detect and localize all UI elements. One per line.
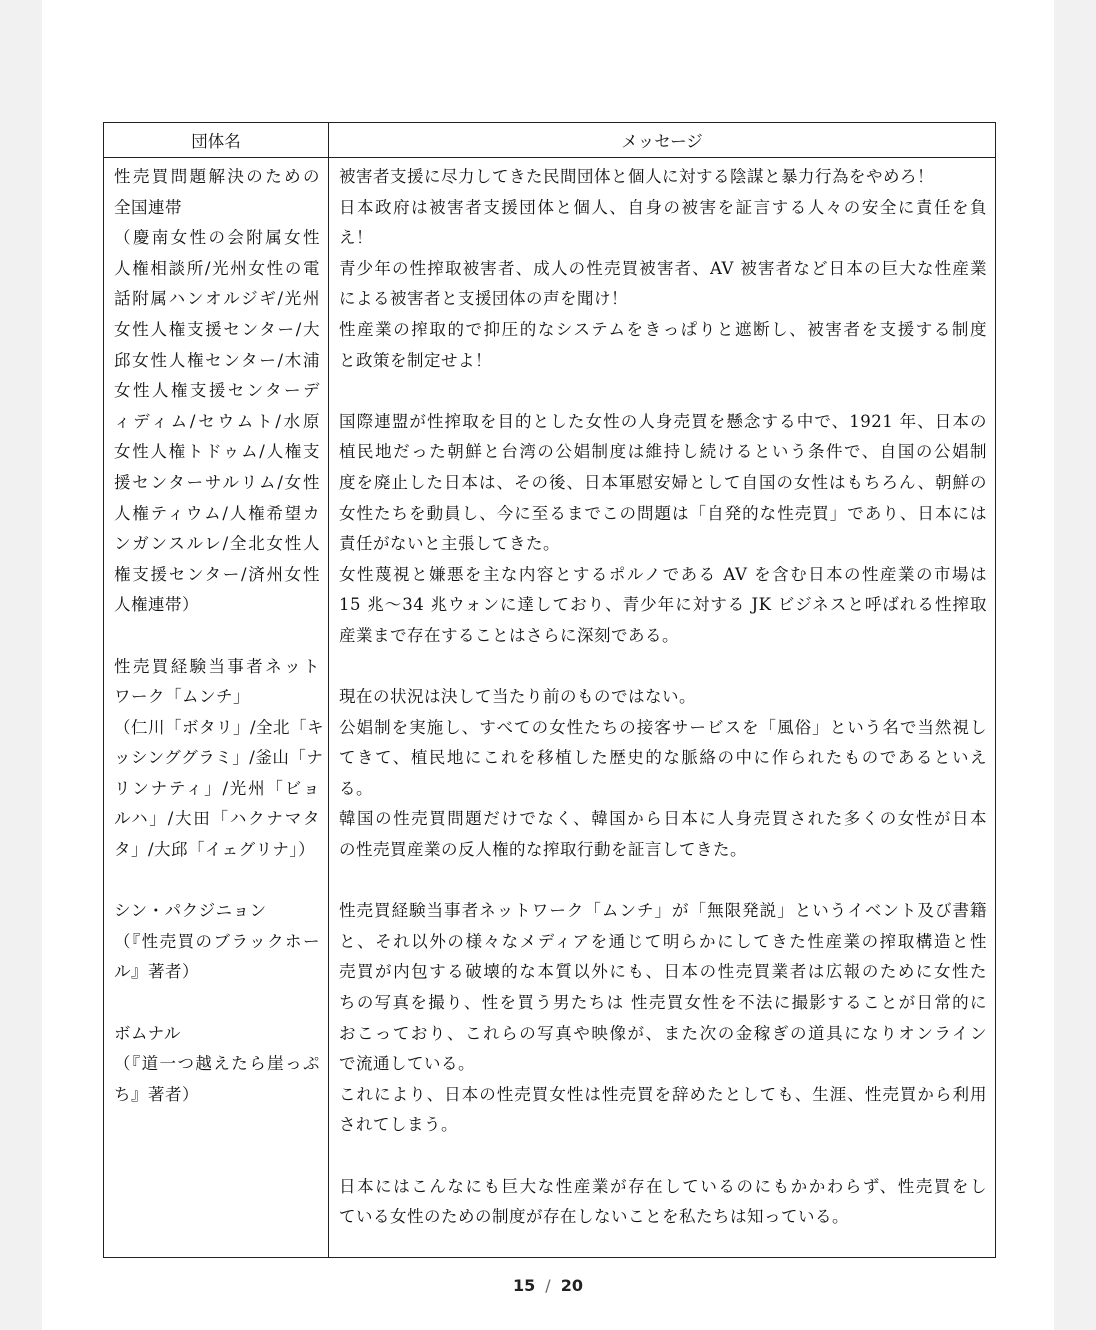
message-line: 公娼制を実施し、すべての女性たちの接客サービスを「風俗」という名で当然視し	[339, 717, 987, 737]
message-line: 度を廃止した日本は、その後、日本軍慰安婦として自国の女性はもちろん、朝鮮の	[339, 472, 987, 492]
org-name-line: タ」/大邱「イェグリナ」）	[114, 840, 316, 860]
total-page-count: 20	[560, 1276, 583, 1295]
org-name-line: ッシンググラミ」/釜山「ナ	[114, 748, 324, 768]
org-name-line: （『道一つ越えたら崖っぷ	[114, 1054, 320, 1074]
message-line: の性売買産業の反人権的な搾取行動を証言してきた。	[339, 840, 747, 860]
message-line	[339, 866, 987, 897]
org-name-line: 援センターサルリム/女性	[114, 472, 320, 492]
message-line: 責任がないと主張してきた。	[339, 534, 560, 554]
message-line: ちの写真を撮り、性を買う男たちは 性売買女性を不法に撮影することが日常的に	[339, 993, 987, 1013]
org-name-line: 性売買経験当事者ネット	[114, 656, 320, 676]
message-line: による被害者と支援団体の声を聞け！	[339, 289, 628, 309]
message-cell	[329, 158, 996, 1258]
page-separator: /	[545, 1276, 551, 1295]
message-line: で流通している。	[339, 1054, 475, 1074]
org-name-line: ルハ」/大田「ハクナマタ	[114, 809, 320, 829]
org-name-line: ワーク「ムンチ」	[114, 687, 250, 707]
org-name-line: 人権ティウム/人権希望カ	[114, 503, 320, 523]
message-line: る。	[339, 778, 373, 798]
message-line: てきて、植民地にこれを移植した歴史的な脈絡の中に作られたものであるといえ	[339, 748, 987, 768]
org-name-line: 全国連帯	[114, 197, 182, 217]
message-column-header: メッセージ	[329, 123, 996, 158]
message-line: ている女性のための制度が存在しないことを私たちは知っている。	[339, 1207, 849, 1227]
message-line: 15 兆～34 兆ウォンに達しており、青少年に対する JK ビジネスと呼ばれる性搾取	[339, 595, 987, 615]
message-line: と政策を制定せよ！	[339, 350, 492, 370]
org-name-line: （仁川「ボタリ」/全北「キ	[114, 717, 325, 737]
org-name-line: （慶南女性の会附属女性	[114, 228, 320, 248]
page-indicator	[42, 1276, 1054, 1295]
message-line: 被害者支援に尽力してきた民間団体と個人に対する陰謀と暴力行為をやめろ！	[339, 167, 934, 186]
table-row	[104, 158, 996, 1258]
message-line: これにより、日本の性売買女性は性売買を辞めたとしても、生涯、性売買から利用	[339, 1084, 987, 1104]
current-page-number: 15	[513, 1276, 536, 1295]
org-name-line: シン・パクジニョン	[114, 901, 267, 921]
org-name-line	[114, 621, 320, 652]
message-line: 性産業の搾取的で抑圧的なシステムをきっぱりと遮断し、被害者を支援する制度	[339, 319, 987, 339]
message-line: 女性蔑視と嫌悪を主な内容とするポルノである AV を含む日本の性産業の市場は	[339, 564, 987, 584]
message-line: え！	[339, 228, 373, 248]
message-line: 日本にはこんなにも巨大な性産業が存在しているのにもかかわらず、性売買をし	[339, 1176, 987, 1196]
document-page	[42, 0, 1054, 1330]
org-column-header: 団体名	[104, 123, 329, 158]
org-name-line: 邱女性人権センター/木浦	[114, 350, 320, 370]
message-line: 韓国の性売買問題だけでなく、韓国から日本に人身売買された多くの女性が日本	[339, 809, 987, 829]
message-line: おこっており、これらの写真や映像が、また次の金稼ぎの道具になりオンライン	[339, 1023, 987, 1043]
org-name-line: 人権相談所/光州女性の電	[114, 258, 320, 278]
org-name-line: 女性人権支援センター/大	[114, 319, 320, 339]
org-name-line: （『性売買のブラックホー	[114, 931, 320, 951]
org-name-line: 女性人権支援センターデ	[114, 381, 320, 401]
org-name-line: 権支援センター/済州女性	[114, 564, 320, 584]
org-name-line: 人権連帯）	[114, 595, 199, 615]
org-name-line: ンガンスルレ/全北女性人	[114, 534, 320, 554]
message-line: されてしまう。	[339, 1115, 458, 1135]
message-line: 女性たちを動員し、今に至るまでこの問題は「自発的な性売買」であり、日本には	[339, 503, 987, 523]
message-line: 性売買経験当事者ネットワーク「ムンチ」が「無限発説」というイベント及び書籍	[339, 901, 987, 921]
org-name-line: 性売買問題解決のための	[114, 167, 320, 186]
message-line: 国際連盟が性搾取を目的とした女性の人身売買を懸念する中で、1921 年、日本の	[339, 411, 987, 431]
message-line: 産業まで存在することはさらに深刻である。	[339, 625, 679, 645]
message-line: 青少年の性搾取被害者、成人の性売買被害者、AV 被害者など日本の巨大な性産業	[339, 258, 987, 278]
message-line: 売買が内包する破壊的な本質以外にも、日本の性売買業者は広報のために女性た	[339, 962, 987, 982]
org-name-line	[114, 866, 320, 897]
org-name-line: 話附属ハンオルジギ/光州	[114, 289, 320, 309]
message-line	[339, 652, 987, 683]
message-line: 日本政府は被害者支援団体と個人、自身の被害を証言する人々の安全に責任を負	[339, 197, 987, 217]
message-table	[103, 122, 996, 1258]
org-name-line	[114, 988, 320, 1019]
message-line: 現在の状況は決して当たり前のものではない。	[339, 687, 696, 707]
org-name-line: リンナティ」/光州「ビョ	[114, 778, 320, 798]
message-line: と、それ以外の様々なメディアを通じて明らかにしてきた性産業の搾取構造と性	[339, 931, 987, 951]
message-line	[339, 1141, 987, 1172]
org-name-line: 女性人権トドゥム/人権支	[114, 442, 320, 462]
org-name-line: ボムナル	[114, 1023, 181, 1043]
table-header-row	[104, 123, 996, 158]
message-line: 植民地だった朝鮮と台湾の公娼制度は維持し続けるという条件で、自国の公娼制	[339, 442, 987, 462]
message-line	[339, 376, 987, 407]
org-name-line: ち』著者）	[114, 1084, 199, 1104]
org-name-cell	[104, 158, 329, 1258]
org-name-line: ィディム/セウムト/水原	[114, 411, 320, 431]
org-name-line: ル』著者）	[114, 962, 199, 982]
